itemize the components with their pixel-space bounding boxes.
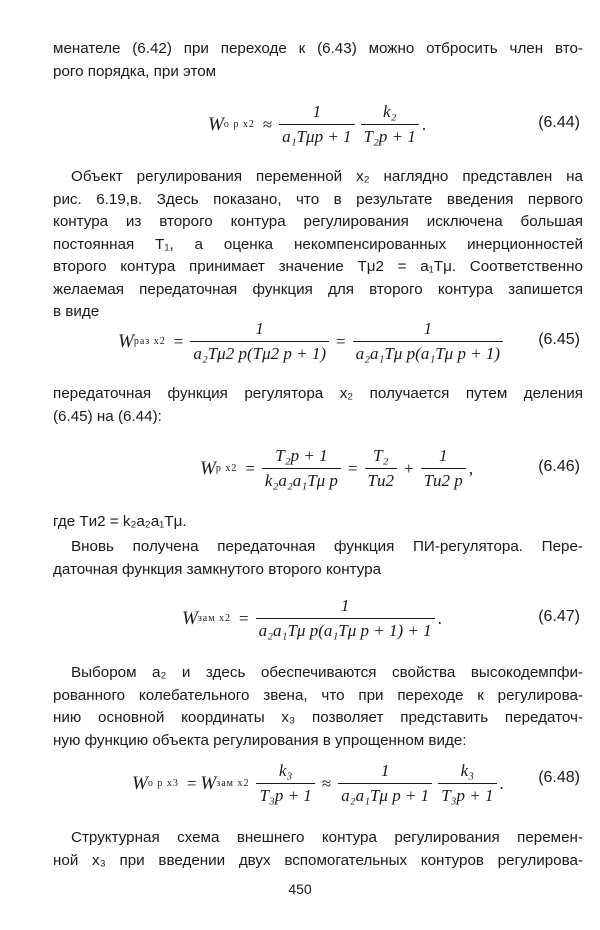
text-line: где Tи2 = k₂a₂a₁Tμ. <box>53 513 187 530</box>
eq-relation: ≈ <box>262 114 273 134</box>
paragraph-1 <box>53 38 583 83</box>
eq-lhs: W <box>132 772 148 794</box>
fraction: $\frac{1}{\text{a₂a₁Tμ p + 1}}$ <box>338 761 432 806</box>
text-line: передаточная функция регулятора x₂ получается путем деления <box>53 385 583 402</box>
text-line: Вновь получена передаточная функция ПИ-регулятора. Пере- <box>71 538 583 555</box>
equation-6-44: W о р x2 ≈ $\frac{1}{\text{a₁Tμp + 1}}$ $\frac{\text{k₂}}{\text{T₂p + 1}}$ . (6.44) <box>208 102 580 146</box>
fraction: $\frac{\text{T₂p + 1}}{\text{k₂a₂a₁Tμ p}}$ <box>262 446 341 491</box>
text-line: контура из второго контура регулирования исключена большая <box>53 213 583 230</box>
eq-lhs-subscript: о р x3 <box>147 778 179 789</box>
equation-6-48: W о р x3 = W зам x2 $\frac{\text{k₃}}{\text{T₃p + 1}}$ ≈ $\frac{1}{\text{a₂a₁Tμ p + 1}}$ $\frac{\text{k₃}}{\text{T₃p + 1}}$ . (6.48) <box>132 761 580 805</box>
eq-lhs-subscript: раз x2 <box>133 336 166 347</box>
fraction: $\frac{1}{Tи2 p}$ <box>421 446 466 491</box>
equation-number: (6.45) <box>538 331 580 348</box>
equation-number: (6.47) <box>538 608 580 625</box>
page-number: 450 <box>288 881 312 897</box>
eq-lhs: W <box>182 607 198 629</box>
text-line: второго контура принимает значение Tμ2 = a₁Tμ. Соответственно <box>53 258 583 275</box>
text-line: в виде <box>53 303 100 320</box>
fraction: $\frac{1}{\text{a₂Tμ2 p(Tμ2 p + 1)}}$ <box>190 319 329 364</box>
text-line: Выбором a₂ и здесь обеспечиваются свойства высокодемпфи- <box>71 664 583 681</box>
fraction: $\frac{1}{\text{a₂a₁Tμ p(a₁Tμ p + 1) + 1}}$ <box>256 596 435 641</box>
equation-6-45: W раз x2 = $\frac{1}{\text{a₂Tμ2 p(Tμ2 p + 1)}}$ = $\frac{1}{\text{a₂a₁Tμ p(a₁Tμ p + 1)}}$ (6.45) <box>118 319 580 363</box>
paragraph-2 <box>53 166 583 324</box>
text-line: Структурная схема внешнего контура регулирования перемен- <box>71 829 583 846</box>
equation-number: (6.48) <box>538 769 580 786</box>
text-line: рис. 6.19,в. Здесь показано, что в результате введения первого <box>53 190 583 208</box>
fraction: $\frac{\text{k₂}}{\text{T₂p + 1}}$ <box>361 102 419 147</box>
equation-number: (6.46) <box>538 458 580 475</box>
eq-lhs: W <box>208 113 224 135</box>
text-line: Объект регулирования переменной x₂ наглядно представлен на <box>71 168 583 185</box>
text-line: даточная функция замкнутого второго контура <box>53 560 382 578</box>
paragraph-6 <box>53 662 583 752</box>
text-line: нию основной координаты x₃ позволяет представить передаточ- <box>53 709 583 726</box>
text-line: постоянная T₁, а оценка некомпенсированных инерционностей <box>53 235 583 253</box>
text-line: рого порядка, при этом <box>53 62 217 80</box>
text-line: менателе (6.42) при переходе к (6.43) можно отбросить член вто- <box>53 40 583 57</box>
text-line: желаемая передаточная функция для второго контура запишется <box>53 280 583 298</box>
equation-6-46: W р x2 = $\frac{\text{T₂p + 1}}{\text{k₂a₂a₁Tμ p}}$ = $\frac{\text{T₂}}{Tи2}$ + $\frac{1}{Tи2 p}$ , (6.46) <box>200 446 580 490</box>
paragraph-5 <box>53 536 583 581</box>
equation-6-47: W зам x2 = $\frac{1}{\text{a₂a₁Tμ p(a₁Tμ p + 1) + 1}}$ . (6.47) <box>182 596 580 640</box>
equation-number: (6.44) <box>538 114 580 131</box>
eq-lhs-subscript: о р x2 <box>223 119 255 130</box>
text-line: ной x₃ при введении двух вспомогательных контуров регулирова- <box>53 851 583 869</box>
text-line: (6.45) на (6.44): <box>53 407 162 425</box>
paragraph-7 <box>53 827 583 872</box>
text-line: рованного колебательного звена, что при переходе к регулирова- <box>53 686 583 704</box>
fraction: $\frac{\text{k₃}}{\text{T₃p + 1}}$ <box>438 761 496 806</box>
text-line: ную функцию объекта регулирования в упрощенном виде: <box>53 731 467 749</box>
eq-lhs-subscript: р x2 <box>215 463 238 474</box>
fraction: $\frac{\text{T₂}}{Tи2}$ <box>365 446 397 491</box>
eq-lhs: W <box>200 457 216 479</box>
eq-lhs: W <box>118 330 134 352</box>
fraction: $\frac{1}{\text{a₁Tμp + 1}}$ <box>279 102 354 147</box>
paragraph-4 <box>53 511 583 534</box>
eq-lhs-subscript: зам x2 <box>197 613 232 624</box>
fraction: $\frac{1}{\text{a₂a₁Tμ p(a₁Tμ p + 1)}}$ <box>353 319 504 364</box>
paragraph-3 <box>53 383 583 428</box>
fraction: $\frac{\text{k₃}}{\text{T₃p + 1}}$ <box>256 761 314 806</box>
